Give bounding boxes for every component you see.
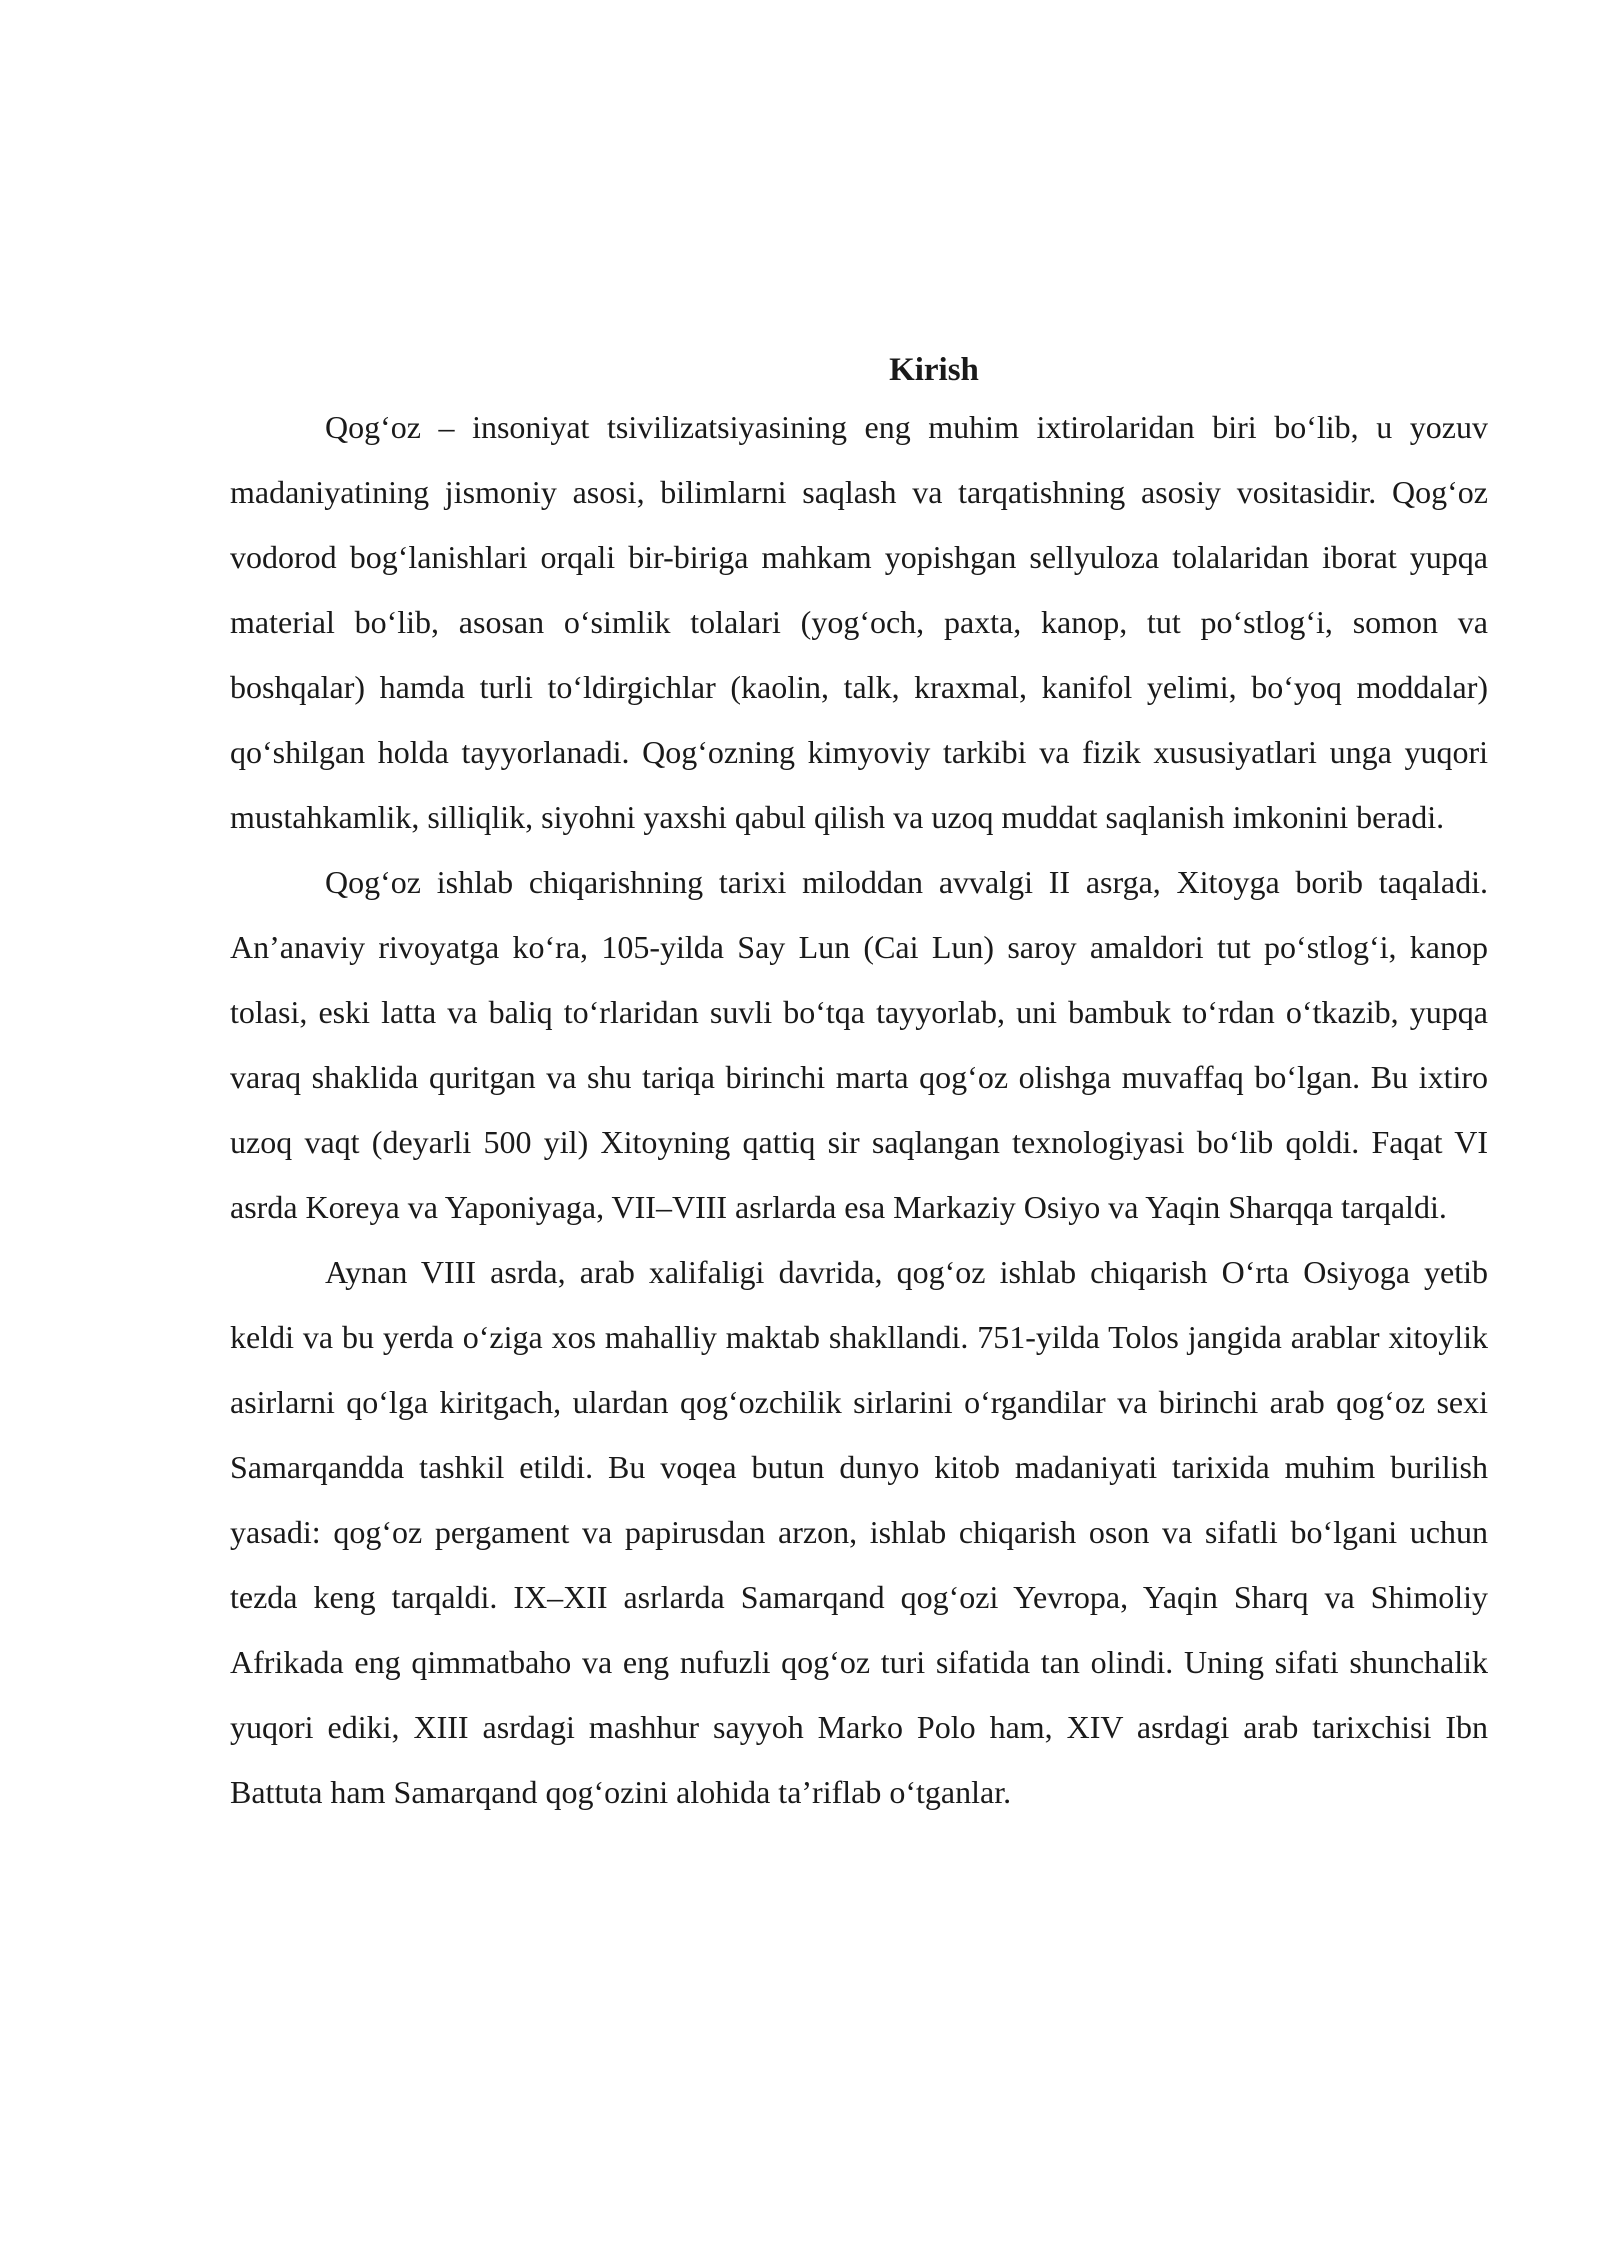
- paragraph-2: Qog‘oz ishlab chiqarishning tarixi miloddan avvalgi II asrga, Xitoyga borib taqaladi. An’anaviy rivoyatga ko‘ra, 105-yilda Say Lun (Cai Lun) saroy amaldori tut po‘stlog‘i, kanop tolasi, eski latta va baliq to‘rlaridan suvli bo‘tqa tayyorlab, uni bambuk to‘rdan o‘tkazib, yupqa varaq shaklida quritgan va shu tariqa birinchi marta qog‘oz olishga muvaffaq bo‘lgan. Bu ixtiro uzoq vaqt (deyarli 500 yil) Xitoyning qattiq sir saqlangan texnologiyasi bo‘lib qoldi. Faqat VI asrda Koreya va Yaponiyaga, VII–VIII asrlarda esa Markaziy Osiyo va Yaqin Sharqqa tarqaldi.: [230, 864, 1488, 1225]
- document-body: [230, 345, 1488, 1825]
- paragraph-3: Aynan VIII asrda, arab xalifaligi davrida, qog‘oz ishlab chiqarish O‘rta Osiyoga yetib keldi va bu yerda o‘ziga xos mahalliy maktab shakllandi. 751-yilda Tolos jangida arablar xitoylik asirlarni qo‘lga kiritgach, ulardan qog‘ozchilik sirlarini o‘rgandilar va birinchi arab qog‘oz sexi Samarqandda tashkil etildi. Bu voqea butun dunyo kitob madaniyati tarixida muhim burilish yasadi: qog‘oz pergament va papirusdan arzon, ishlab chiqarish oson va sifatli bo‘lgani uchun tezda keng tarqaldi. IX–XII asrlarda Samarqand qog‘ozi Yevropa, Yaqin Sharq va Shimoliy Afrikada eng qimmatbaho va eng nufuzli qog‘oz turi sifatida tan olindi. Uning sifati shunchalik yuqori ediki, XIII asrdagi mashhur sayyoh Marko Polo ham, XIV asrdagi arab tarixchisi Ibn Battuta ham Samarqand qog‘ozini alohida ta’riflab o‘tganlar.: [230, 1254, 1488, 1810]
- page-title: Kirish: [889, 352, 979, 388]
- paragraph-1: Qog‘oz – insoniyat tsivilizatsiyasining eng muhim ixtirolaridan biri bo‘lib, u yozuv madaniyatining jismoniy asosi, bilimlarni saqlash va tarqatishning asosiy vositasidir. Qog‘oz vodorod bog‘lanishlari orqali bir-biriga mahkam yopishgan sellyuloza tolalaridan iborat yupqa material bo‘lib, asosan o‘simlik tolalari (yog‘och, paxta, kanop, tut po‘stlog‘i, somon va boshqalar) hamda turli to‘ldirgichlar (kaolin, talk, kraxmal, kanifol yelimi, bo‘yoq moddalar) qo‘shilgan holda tayyorlanadi. Qog‘ozning kimyoviy tarkibi va fizik xususiyatlari unga yuqori mustahkamlik, silliqlik, siyohni yaxshi qabul qilish va uzoq muddat saqlanish imkonini beradi.: [230, 409, 1488, 835]
